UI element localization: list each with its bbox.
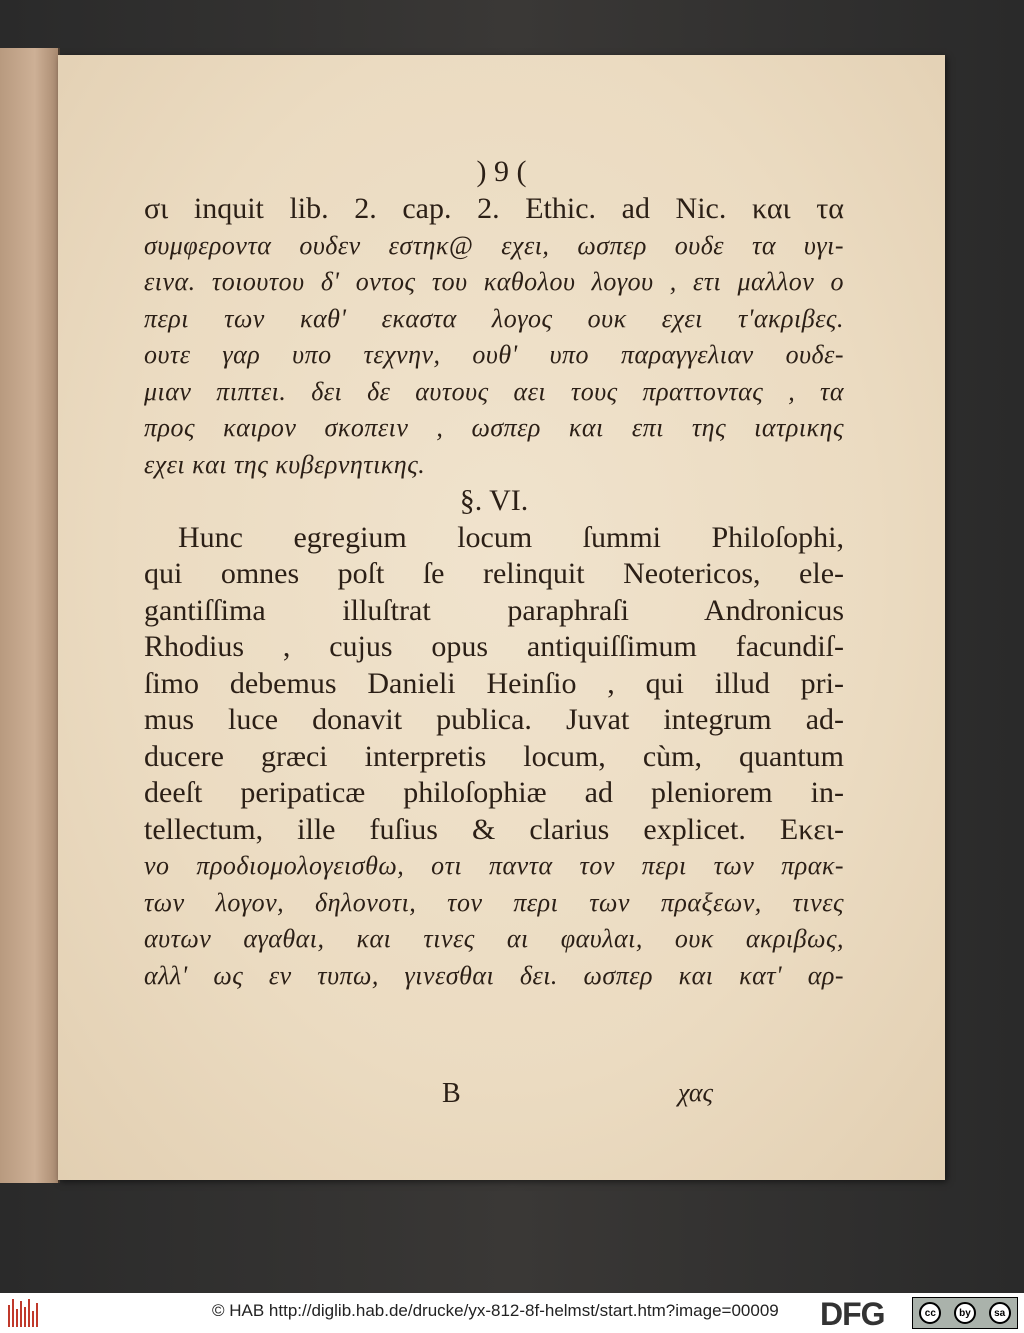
signature-mark: B [442,1078,461,1109]
book-page [58,55,945,1180]
text-line: αλλ' ως εν τυπω, γινεσθαι δει. ωσπερ και κατ' αρ- [144,960,844,990]
text-line: Hunc egregium locum ſummi Philoſophi, [178,520,844,554]
text-line: ducere græci interpretis locum, cùm, quantum [144,739,844,773]
text-line: αυτων αγαθαι, και τινες αι φαυλαι, ουκ ακριβως, [144,924,844,953]
hab-logo-icon[interactable] [8,1299,38,1327]
cc-icon: cc [919,1302,941,1324]
text-block [144,191,844,994]
text-line: προς καιρον σκοπειν , ωσπερ και επι της ιατρικης [144,413,844,442]
dfg-logo[interactable]: DFG [820,1296,885,1332]
text-line: mus luce donavit publica. Juvat integrum ad- [144,703,844,736]
text-line: gantiſſima illuſtrat paraphraſi Andronicus [144,593,844,627]
section-heading: §. VI. [459,484,529,517]
text-line: συμφεροντα ουδεν εστηκ@ εχει, ωσπερ ουδε τα υγι- [144,230,844,260]
sa-icon: sa [989,1302,1011,1324]
text-line: qui omnes poſt ſe relinquit Neotericos, ele- [144,557,844,590]
footer-bar [0,1293,1024,1333]
text-line: deeſt peripaticæ philoſophiæ ad pleniorem in- [144,776,844,809]
text-line: ουτε γαρ υπο τεχνην, ουθ' υπο παραγγελιαν ουδε- [144,340,844,369]
text-line: εχει και της κυβερνητικης. [144,449,426,479]
text-line: των λογον, δηλονοτι, τον περι των πραξεων, τινες [144,887,844,917]
catchword: χας [678,1078,714,1107]
cc-license-badge[interactable] [912,1297,1018,1329]
text-line: σι inquit lib. 2. cap. 2. Ethic. ad Nic. και τα [144,192,844,225]
copyright-link[interactable]: © HAB http://diglib.hab.de/drucke/yx-812-8f-helmst/start.htm?image=00009 [212,1301,779,1320]
previous-page-edge [0,48,60,1183]
text-line: νο προδιομολογεισθω, οτι παντα τον περι των πρακ- [144,851,844,880]
text-line: Rhodius , cujus opus antiquiſſimum facundiſ- [144,630,844,663]
text-line: tellectum, ille fuſius & clarius explicet. Εκει- [144,812,844,846]
text-line: μιαν πιπτει. δει δε αυτους αει τους πραττοντας , τα [144,376,844,406]
page-number: ) 9 ( [476,155,527,188]
text-line: ſimo debemus Danieli Heinſio , qui illud pri- [144,666,844,700]
text-line: περι των καθ' εκαστα λογος ουκ εχει τ'ακριβες. [144,303,844,333]
by-icon: by [954,1302,976,1324]
text-line: εινα. τοιουτου δ' οντος του καθολου λογου , ετι μαλλον ο [144,267,844,296]
